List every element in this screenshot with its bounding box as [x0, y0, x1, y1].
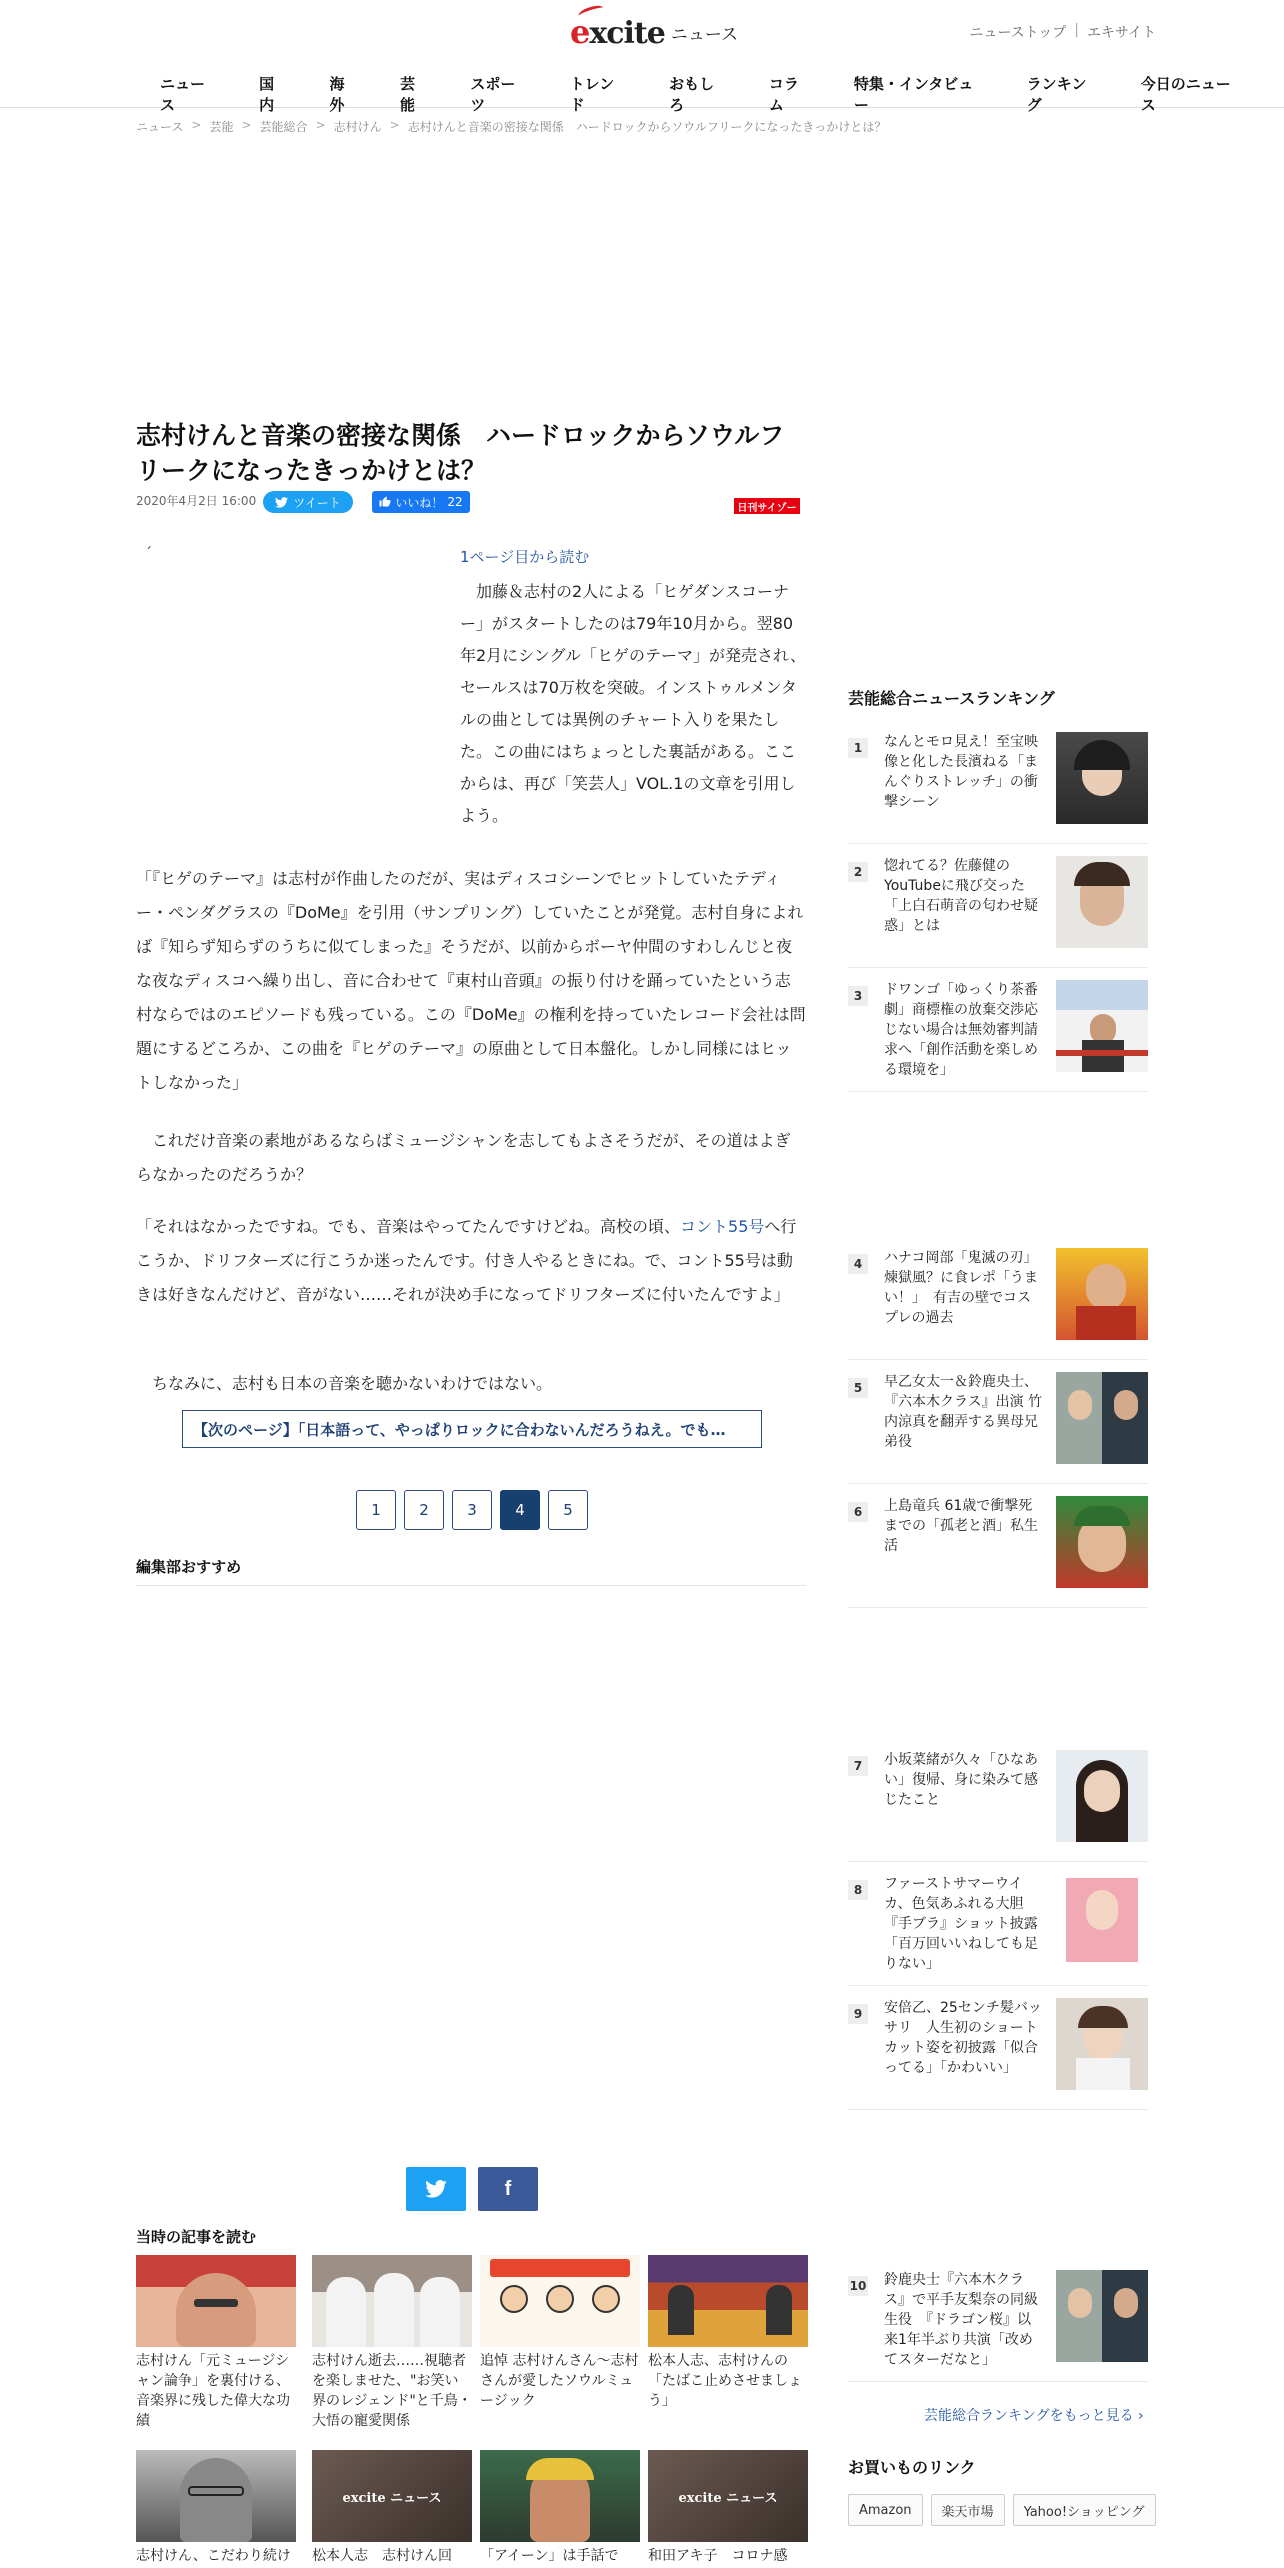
more-ranking-link[interactable]	[924, 2405, 1144, 2425]
past-article-caption: 志村けん逝去……視聴者を楽しませた、"お笑い界のレジェンド"と千鳥・大悟の寵愛関係	[312, 2353, 472, 2429]
breadcrumb-news[interactable]: ニュース	[136, 120, 184, 134]
past-article-card[interactable]	[648, 2255, 808, 2411]
top-link-excite[interactable]: エキサイト	[1086, 25, 1156, 41]
pagination	[356, 1490, 588, 1530]
ranking-item[interactable]	[848, 1372, 1148, 1484]
nav-item-ranking[interactable]: ランキング	[1026, 75, 1087, 114]
ranking-item[interactable]	[848, 1874, 1148, 1986]
article-paragraph-1: 「『ヒゲのテーマ』は志村が作曲したのだが、実はディスコシーンでヒットしていたテディー・ペンダグラスの『DoMe』を引用（サンプリング）していたことが発覚。志村自身によれば『知らず知らずのうちに似てしまった』そうだが、以前からボーヤ仲間のすわしんじと夜な夜なディスコへ繰り出し、音に合わせて『東村山音頭』の振り付けを踊っていたという志村ならではのエピソードも残っている。この『DoMe』の権利を持っていたレコード会社は問題にするどころか、この曲を『ヒゲのテーマ』の原曲として日本盤化。しかし同様にはヒットしなかった」	[136, 869, 806, 1092]
article-thumbnail	[136, 2255, 296, 2347]
rank-thumbnail	[1056, 732, 1148, 824]
page-4-button-current[interactable]: 4	[500, 1490, 540, 1530]
nav-item-trend[interactable]: トレンド	[569, 75, 615, 114]
past-article-card[interactable]	[480, 2450, 640, 2566]
nav-item-domestic[interactable]: 国内	[259, 75, 275, 114]
thumbnail-brand-text: excite ニュース	[342, 2490, 442, 2506]
nav-item-entertainment[interactable]: 芸能	[399, 75, 415, 114]
past-article-card[interactable]	[480, 2255, 640, 2411]
breadcrumb-current: 志村けんと音楽の密接な関係 ハードロックからソウルフリークになったきっかけとは？	[407, 120, 887, 134]
shop-link-amazon[interactable]: Amazon	[848, 2494, 923, 2526]
paragraph-3-text-a: 「それはなかったですね。でも、音楽はやってたんですけどね。高校の頃、	[136, 1217, 681, 1236]
rank-headline: 鈴鹿央士『六本木クラス』で平手友梨奈の同級生役 『ドラゴン桜』以来1年半ぶり共演「改めてスターだなと」	[884, 2272, 1038, 2368]
ranking-heading: 芸能総合ニュースランキング	[848, 689, 1055, 708]
global-nav	[160, 73, 1284, 115]
nav-item-sports[interactable]: スポーツ	[470, 75, 516, 114]
keyword-link-conte55[interactable]: コント55号	[680, 1217, 765, 1236]
past-article-caption: 志村けん「元ミュージシャン論争」を裏付ける、音楽界に残した偉大な功績	[136, 2353, 290, 2429]
twitter-bird-icon	[425, 2180, 447, 2198]
past-article-card[interactable]	[312, 2255, 472, 2431]
rank-thumbnail	[1056, 2270, 1148, 2362]
page-3-button[interactable]: 3	[452, 1490, 492, 1530]
logo-suffix: ニュース	[670, 24, 739, 45]
article-thumbnail	[648, 2255, 808, 2347]
like-count: 22	[447, 495, 463, 509]
rank-headline: ファーストサマーウイカ、色気あふれる大胆『手ブラ』ショット披露「百万回いいねしても足りない」	[884, 1876, 1038, 1972]
rank-thumbnail	[1056, 1874, 1148, 1966]
past-article-caption: 志村けん、こだわり続け	[136, 2548, 291, 2564]
article-date: 2020年4月2日 16:00	[136, 494, 257, 508]
share-facebook-button[interactable]	[478, 2167, 538, 2211]
article-paragraph-3	[136, 1210, 806, 1312]
article-thumbnail	[480, 2255, 640, 2347]
rank-thumbnail	[1056, 1750, 1148, 1842]
ranking-item[interactable]	[848, 1248, 1148, 1360]
past-article-caption: 松本人志、志村けんの「たばこ止めさせましょう」	[648, 2353, 802, 2409]
image-caption-mark: ´	[145, 546, 152, 562]
site-header	[0, 0, 1284, 114]
past-article-card[interactable]	[648, 2450, 808, 2566]
past-article-caption: 和田アキ子 コロナ感	[648, 2548, 788, 2564]
past-articles-heading: 当時の記事を読む	[136, 2228, 257, 2246]
read-from-page-1-link[interactable]: 1ページ目から読む	[460, 548, 590, 566]
rank-thumbnail	[1056, 1496, 1148, 1588]
rank-headline: 安倍乙、25センチ髪バッサリ 人生初のショートカット姿を初披露「似合ってる」「かわいい」	[884, 2000, 1042, 2076]
rank-number: 8	[848, 1880, 868, 1900]
rank-headline: なんとモロ見え！至宝映像と化した長濱ねる「まんぐりストレッチ」の衝撃シーン	[884, 734, 1038, 810]
rank-headline: 小坂菜緒が久々「ひなあい」復帰、身に染みて感じたこと	[884, 1752, 1038, 1808]
excite-news-thumbnail	[312, 2450, 472, 2542]
like-button[interactable]	[372, 491, 470, 513]
rank-headline: 上島竜兵 61歳で衝撃死までの「孤老と酒」私生活	[884, 1498, 1038, 1554]
nav-item-news[interactable]: ニュース	[160, 75, 206, 114]
thumbnail-brand-text: excite ニュース	[678, 2490, 778, 2506]
past-article-card[interactable]	[136, 2450, 296, 2566]
nav-item-today[interactable]: 今日のニュース	[1140, 75, 1231, 114]
tweet-label: ツイート	[293, 495, 341, 510]
ranking-item[interactable]	[848, 732, 1148, 844]
source-logo-nikkan-cyzo[interactable]: 日刊サイゾー	[734, 498, 800, 514]
excite-logo: excite	[570, 13, 665, 51]
ranking-item[interactable]	[848, 1750, 1148, 1862]
top-links: ニューストップ | エキサイト	[969, 22, 1156, 41]
ranking-item[interactable]	[848, 980, 1148, 1092]
article-thumbnail	[136, 2450, 296, 2542]
excite-news-thumbnail	[648, 2450, 808, 2542]
breadcrumb-entertainment[interactable]: 芸能	[209, 120, 234, 134]
shopping-heading: お買いものリンク	[848, 2458, 976, 2477]
rank-headline: ドワンゴ「ゆっくり茶番劇」商標権の放棄交渉応じない場合は無効審判請求へ「創作活動を楽しめる環境を」	[884, 982, 1038, 1078]
past-article-card[interactable]	[312, 2450, 472, 2566]
page-1-button[interactable]: 1	[356, 1490, 396, 1530]
chevron-right-icon: ›	[1138, 2408, 1144, 2424]
past-article-caption: 「アイーン」は手話で	[480, 2548, 619, 2564]
section-divider	[136, 1585, 806, 1586]
rank-thumbnail	[1056, 856, 1148, 948]
nav-item-column[interactable]: コラム	[768, 75, 799, 114]
article-lead-paragraph: 加藤＆志村の2人による「ヒゲダンスコーナー」がスタートしたのは79年10月から。翌80年2月にシングル「ヒゲのテーマ」が発売され、セールスは70万枚を突破。インストゥルメンタルの曲としては異例のチャート入りを果たした。この曲にはちょっとした裏話がある。ここからは、再び「笑芸人」VOL.1の文章を引用しよう。	[460, 582, 806, 825]
site-logo[interactable]	[570, 12, 738, 52]
shop-link-rakuten[interactable]: 楽天市場	[931, 2494, 1005, 2526]
nav-item-funny[interactable]: おもしろ	[669, 75, 715, 114]
article-paragraph-2: これだけ音楽の素地があるならばミュージシャンを志してもよさそうだが、その道はよぎらなかったのだろうか？	[136, 1131, 791, 1184]
next-page-button[interactable]: 【次のページ】「日本語って、やっぱりロックに合わないんだろうねえ。でも…	[182, 1410, 762, 1448]
article-thumbnail	[312, 2255, 472, 2347]
top-link-news-top[interactable]: ニューストップ	[969, 25, 1067, 41]
past-article-caption: 追悼 志村けんさん～志村さんが愛したソウルミュージック	[480, 2353, 639, 2409]
nav-item-overseas[interactable]: 海外	[329, 75, 345, 114]
ranking-item[interactable]	[848, 1998, 1148, 2110]
rank-thumbnail	[1056, 980, 1148, 1072]
thumbs-up-icon	[379, 496, 391, 508]
rank-number: 3	[848, 986, 868, 1006]
article-thumbnail	[480, 2450, 640, 2542]
editor-recommend-heading: 編集部おすすめ	[136, 1558, 242, 1576]
rank-headline: ハナコ岡部「鬼滅の刃」煉獄風？に食レポ「うまい！」 有吉の壁でコスプレの過去	[884, 1250, 1038, 1326]
article-title: 志村けんと音楽の密接な関係 ハードロックからソウルフリークになったきっかけとは？	[136, 421, 785, 485]
tweet-button[interactable]	[263, 491, 353, 513]
rank-number: 1	[848, 738, 868, 758]
rank-number: 6	[848, 1502, 868, 1522]
page-5-button[interactable]: 5	[548, 1490, 588, 1530]
rank-thumbnail	[1056, 1372, 1148, 1464]
article-paragraph-4: ちなみに、志村も日本の音楽を聴かないわけではない。	[152, 1374, 553, 1393]
nav-item-feature[interactable]: 特集・インタビュー	[853, 75, 974, 114]
ranking-item[interactable]	[848, 2270, 1148, 2382]
rank-number: 10	[848, 2276, 868, 2296]
rank-headline: 惚れてる？佐藤健のYouTubeに飛び交った「上白石萌音の匂わせ疑惑」とは	[884, 858, 1038, 934]
rank-number: 2	[848, 862, 868, 882]
twitter-bird-icon	[275, 497, 288, 508]
page-2-button[interactable]: 2	[404, 1490, 444, 1530]
past-article-caption: 松本人志 志村けん回	[312, 2548, 452, 2564]
breadcrumb-entertainment-general[interactable]: 芸能総合	[259, 120, 308, 134]
rank-thumbnail	[1056, 1248, 1148, 1340]
facebook-icon: f	[504, 2177, 512, 2200]
paragraph-3-text-b: へ行こうか、ドリフターズに行こうか迷ったんです。付き人やるときにね。で、コント55号は動きは好きなんだけど、音がない……それが決め手になってドリフターズに付いたんですよ」	[136, 1217, 797, 1304]
past-article-card[interactable]	[136, 2255, 296, 2431]
ranking-item[interactable]	[848, 856, 1148, 968]
ranking-item[interactable]	[848, 1496, 1148, 1608]
rank-headline: 早乙女太一＆鈴鹿央士、『六本木クラス』出演 竹内涼真を翻弄する異母兄弟役	[884, 1374, 1043, 1450]
share-twitter-button[interactable]	[406, 2167, 466, 2211]
rank-number: 7	[848, 1756, 868, 1776]
like-label: いいね！	[395, 495, 444, 510]
rank-number: 9	[848, 2004, 868, 2024]
breadcrumb: ニュース > 芸能 > 芸能総合 > 志村けん > 志村けんと音楽の密接な関係 ハードロックからソウルフリークになったきっかけとは？	[136, 118, 887, 134]
rank-thumbnail	[1056, 1998, 1148, 2090]
breadcrumb-shimura[interactable]: 志村けん	[333, 120, 382, 134]
shopping-links	[848, 2494, 1156, 2526]
rank-number: 4	[848, 1254, 868, 1274]
shop-link-yahoo[interactable]: Yahoo!ショッピング	[1013, 2494, 1156, 2526]
rank-number: 5	[848, 1378, 868, 1398]
more-ranking-label: 芸能総合ランキングをもっと見る	[924, 2408, 1134, 2424]
